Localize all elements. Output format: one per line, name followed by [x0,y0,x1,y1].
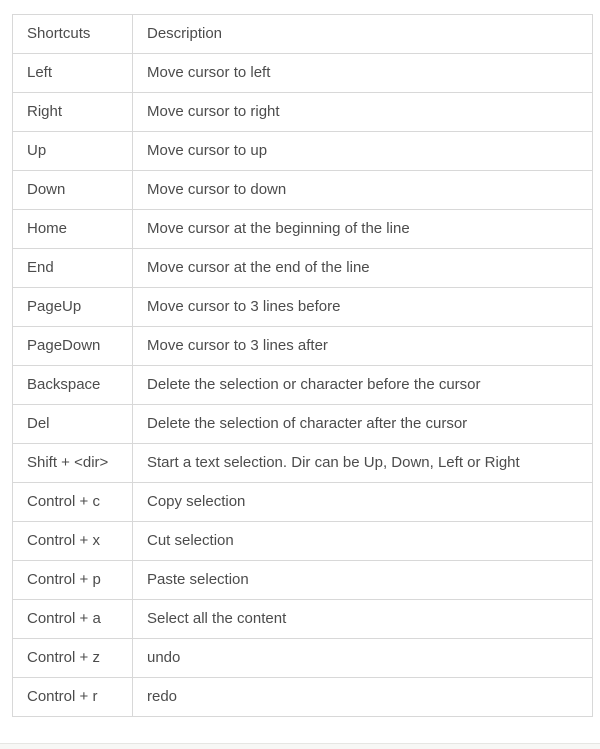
description-cell: Move cursor to left [133,54,593,93]
shortcut-cell: Right [13,93,133,132]
shortcut-cell: Up [13,132,133,171]
shortcut-cell: End [13,249,133,288]
description-cell: redo [133,678,593,717]
shortcuts-table-body [13,54,593,717]
table-row [13,93,593,132]
shortcut-cell: Control + r [13,678,133,717]
table-row [13,405,593,444]
description-cell: undo [133,639,593,678]
shortcut-cell: Control + x [13,522,133,561]
shortcut-cell: PageUp [13,288,133,327]
table-row [13,249,593,288]
description-cell: Move cursor to 3 lines after [133,327,593,366]
description-cell: Copy selection [133,483,593,522]
description-cell: Move cursor at the end of the line [133,249,593,288]
table-row [13,210,593,249]
description-cell: Move cursor at the beginning of the line [133,210,593,249]
table-row [13,522,593,561]
shortcut-cell: Backspace [13,366,133,405]
description-cell: Select all the content [133,600,593,639]
shortcut-cell: Left [13,54,133,93]
header-cell-description: Description [133,15,593,54]
table-row [13,600,593,639]
table-row [13,132,593,171]
shortcut-cell: Control + c [13,483,133,522]
table-row [13,639,593,678]
table-row [13,366,593,405]
shortcut-cell: Shift + <dir> [13,444,133,483]
table-row [13,288,593,327]
shortcuts-table [12,14,593,717]
table-row [13,171,593,210]
shortcut-cell: Control + z [13,639,133,678]
table-row [13,483,593,522]
description-cell: Move cursor to 3 lines before [133,288,593,327]
description-cell: Delete the selection or character before the cursor [133,366,593,405]
shortcuts-table-head [13,15,593,54]
header-row [13,15,593,54]
description-cell: Move cursor to right [133,93,593,132]
shortcut-cell: PageDown [13,327,133,366]
description-cell: Delete the selection of character after the cursor [133,405,593,444]
table-row [13,54,593,93]
shortcut-cell: Down [13,171,133,210]
shortcut-cell: Home [13,210,133,249]
table-row [13,444,593,483]
table-row [13,561,593,600]
description-cell: Move cursor to up [133,132,593,171]
description-cell: Move cursor to down [133,171,593,210]
shortcut-cell: Control + a [13,600,133,639]
header-cell-shortcuts: Shortcuts [13,15,133,54]
table-row [13,678,593,717]
shortcut-cell: Control + p [13,561,133,600]
footer-strip [0,743,600,749]
shortcut-cell: Del [13,405,133,444]
description-cell: Cut selection [133,522,593,561]
table-row [13,327,593,366]
description-cell: Paste selection [133,561,593,600]
description-cell: Start a text selection. Dir can be Up, Down, Left or Right [133,444,593,483]
